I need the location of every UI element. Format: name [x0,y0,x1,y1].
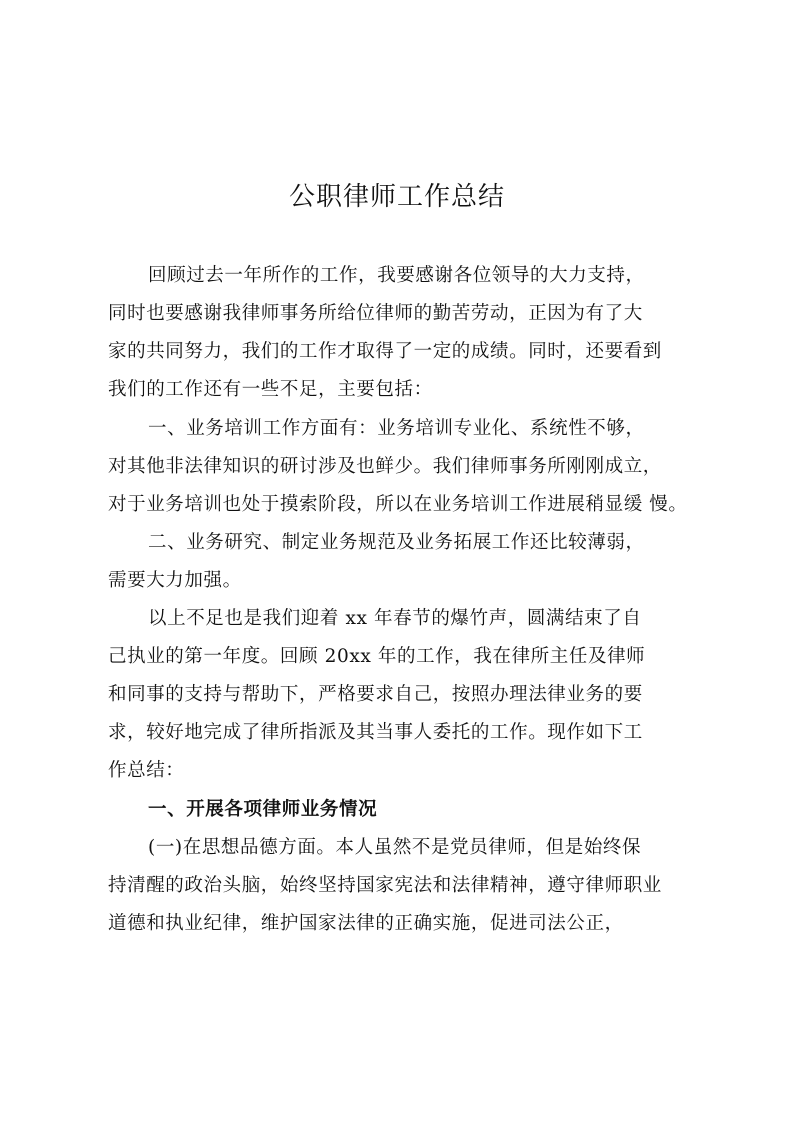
paragraph-line: 以上不足也是我们迎着 xx 年春节的爆竹声，圆满结束了自 [148,608,642,629]
section-heading: 一、开展各项律师业务情况 [148,799,378,820]
paragraph-line: 一、业务培训工作方面有：业务培训专业化、系统性不够， [148,418,645,439]
paragraph-line: (一)在思想品德方面。本人虽然不是党员律师，但是始终保 [148,837,642,858]
paragraph-line: 二、业务研究、制定业务规范及业务拓展工作还比较薄弱， [148,532,645,553]
paragraph-line: 回顾过去一年所作的工作，我要感谢各位领导的大力支持， [148,265,645,286]
paragraph-line: 持清醒的政治头脑，始终坚持国家宪法和法律精神，遵守律师职业 [108,875,662,896]
document-title: 公职律师工作总结 [288,182,505,212]
paragraph-line: 作总结： [108,760,185,781]
paragraph-line: 和同事的支持与帮助下，严格要求自己，按照办理法律业务的要 [108,684,643,705]
paragraph-line: 己执业的第一年度。回顾 20xx 年的工作，我在律所主任及律师 [108,646,646,667]
paragraph-line: 对其他非法律知识的研讨涉及也鲜少。我们律师事务所刚刚成立， [108,456,662,477]
paragraph-line: 家的共同努力，我们的工作才取得了一定的成绩。同时，还要看到 [108,341,662,362]
paragraph-line: 求，较好地完成了律所指派及其当事人委托的工作。现作如下工 [108,722,643,743]
paragraph-line: 需要大力加强。 [108,570,242,591]
paragraph-line: 我们的工作还有一些不足，主要包括： [108,379,433,400]
paragraph-line: 道德和执业纪律，维护国家法律的正确实施，促进司法公正， [108,913,624,934]
paragraph-line: 同时也要感谢我律师事务所给位律师的勤苦劳动，正因为有了大 [108,303,643,324]
paragraph-line: 对于业务培训也处于摸索阶段，所以在业务培训工作进展稍显缓 慢。 [108,494,688,515]
